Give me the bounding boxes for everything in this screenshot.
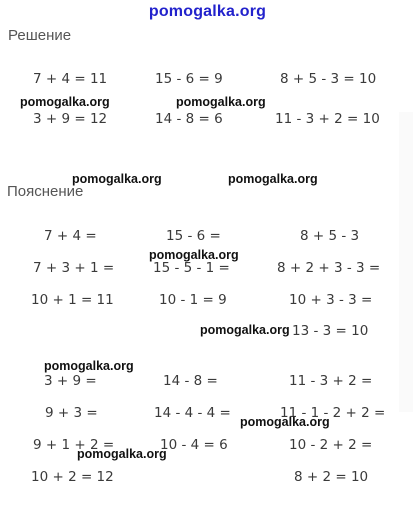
explanation-eq: 10 - 4 = 6 [160,437,228,453]
explanation-eq: 10 + 2 = 12 [31,469,114,485]
page-edge-shade [399,112,413,412]
watermark: pomogalka.org [72,172,162,186]
explanation-eq: 15 - 5 - 1 = [153,260,230,276]
solution-eq: 7 + 4 = 11 [33,71,108,87]
explanation-eq: 10 - 2 + 2 = [289,437,373,453]
explanation-eq: 8 + 5 - 3 [300,228,360,244]
explanation-eq: 13 - 3 = 10 [292,323,369,339]
solution-eq: 8 + 5 - 3 = 10 [280,71,377,87]
solution-eq: 3 + 9 = 12 [33,111,108,127]
watermark: pomogalka.org [228,172,318,186]
explanation-heading: Пояснение [7,183,84,200]
solution-eq: 15 - 6 = 9 [155,71,223,87]
explanation-eq: 9 + 3 = [45,405,98,421]
explanation-eq: 7 + 4 = [44,228,97,244]
explanation-eq: 10 + 3 - 3 = [289,292,373,308]
watermark: pomogalka.org [20,95,110,109]
solution-eq: 11 - 3 + 2 = 10 [275,111,380,127]
watermark: pomogalka.org [149,248,239,262]
explanation-eq: 3 + 9 = [44,373,97,389]
explanation-eq: 10 - 1 = 9 [159,292,227,308]
explanation-eq: 15 - 6 = [166,228,221,244]
watermark: pomogalka.org [240,415,330,429]
explanation-eq: 14 - 4 - 4 = [154,405,231,421]
solution-heading: Решение [8,27,72,44]
explanation-eq: 7 + 3 + 1 = [33,260,115,276]
explanation-eq: 10 + 1 = 11 [31,292,114,308]
watermark: pomogalka.org [44,359,134,373]
explanation-eq: 8 + 2 = 10 [294,469,369,485]
watermark: pomogalka.org [200,323,290,337]
explanation-eq: 9 + 1 + 2 = [33,437,115,453]
explanation-eq: 14 - 8 = [163,373,218,389]
explanation-eq: 8 + 2 + 3 - 3 = [277,260,381,276]
site-header-watermark: pomogalka.org [148,3,267,20]
watermark: pomogalka.org [176,95,266,109]
watermark: pomogalka.org [77,447,167,461]
solution-eq: 14 - 8 = 6 [155,111,223,127]
explanation-eq: 11 - 3 + 2 = [289,373,373,389]
explanation-eq: 11 - 1 - 2 + 2 = [280,405,386,421]
